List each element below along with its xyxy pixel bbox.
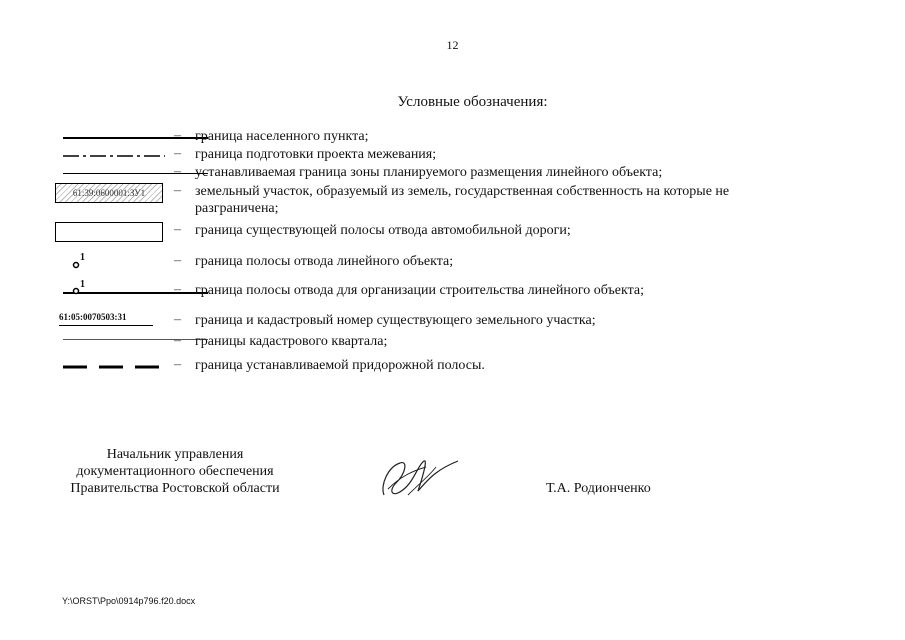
legend-heading: Условные обозначения:	[397, 94, 548, 110]
dash-sign: –	[174, 164, 181, 179]
signatory-title	[55, 446, 295, 497]
legend-text: граница полосы отвода для организации строительства линейного объекта;	[195, 283, 644, 298]
symbol-hatched-box	[55, 183, 165, 203]
symbol-thin-line	[55, 164, 165, 184]
legend-text: граница устанавливаемой придорожной полосы.	[195, 358, 485, 373]
file-path: Y:\ORST\Ppo\0914p796.f20.docx	[62, 596, 196, 606]
cadastral-number-label: 61:05:0070503:31	[59, 312, 127, 322]
legend-text: земельный участок, образуемый из земель, государственная собственность на которые не разграничена;	[195, 184, 730, 216]
signatory-title-line1: Начальник управления	[106, 447, 244, 462]
legend-text: граница населенного пункта;	[195, 129, 369, 144]
signatory-title-line3: Правительства Ростовской области	[70, 481, 280, 496]
symbol-thick-line	[55, 128, 165, 148]
handwritten-signature	[378, 455, 468, 505]
symbol-cadastral-number	[55, 312, 165, 332]
point-marker-label: 1	[80, 279, 85, 290]
dash-sign: –	[174, 282, 181, 297]
dash-sign: –	[174, 253, 181, 268]
legend-text: граница подготовки проекта межевания;	[195, 147, 437, 162]
dash-sign: –	[174, 312, 181, 327]
symbol-dash-dot-line	[55, 146, 165, 166]
symbol-thick-line-with-marker	[55, 279, 165, 302]
symbol-light-line	[55, 333, 165, 353]
page-number: 12	[446, 38, 459, 52]
legend-text: границы кадастрового квартала;	[195, 334, 388, 349]
dash-sign: –	[174, 183, 181, 198]
legend-text: устанавливаемая граница зоны планируемого размещения линейного объекта;	[195, 165, 663, 180]
legend-text: граница существующей полосы отвода автомобильной дороги;	[195, 223, 571, 238]
signatory-name: Т.А. Родионченко	[546, 481, 651, 496]
symbol-rectangle	[55, 222, 165, 242]
signatory-title-line2: документационного обеспечения	[76, 464, 274, 479]
dash-sign: –	[174, 128, 181, 143]
symbol-thick-dashed-line	[55, 357, 165, 377]
dash-sign: –	[174, 333, 181, 348]
legend-text: граница и кадастровый номер существующего земельного участка;	[195, 313, 596, 328]
hatched-box-label: 61:39:0600001:ЗУ1	[55, 183, 163, 203]
dash-sign: –	[174, 146, 181, 161]
symbol-point-marker	[55, 253, 165, 273]
dash-sign: –	[174, 222, 181, 237]
point-marker-label: 1	[80, 252, 85, 263]
dash-sign: –	[174, 357, 181, 372]
legend-text: граница полосы отвода линейного объекта;	[195, 254, 454, 269]
